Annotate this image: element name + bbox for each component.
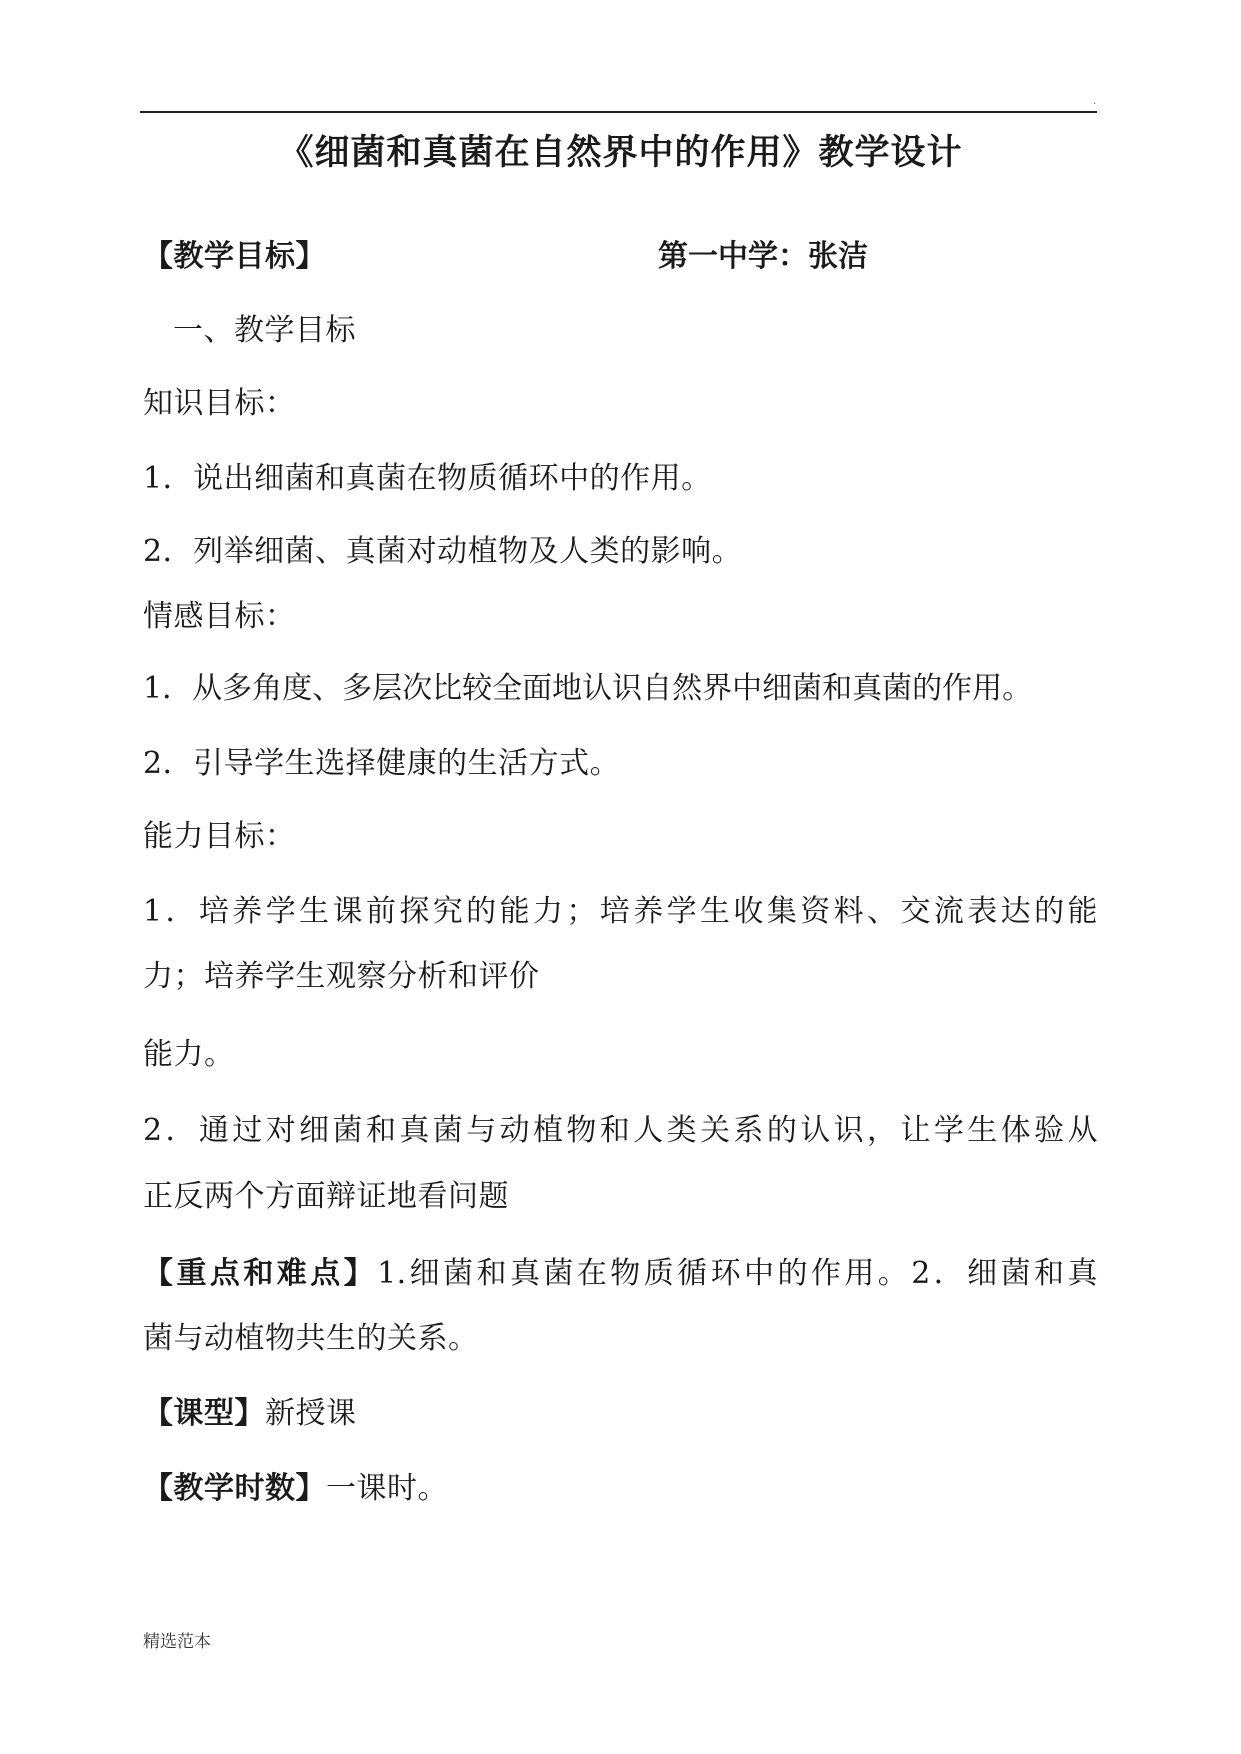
- lesson-type-line: [143, 1395, 1098, 1433]
- emotion-item-1: 1．从多角度、多层次比较全面地认识自然界中细菌和真菌的作用。: [143, 671, 1033, 706]
- ability-label: 能力目标：: [143, 819, 296, 854]
- key-points-line-1: [143, 1255, 1098, 1293]
- ability-item-1-line-2: 力；培养学生观察分析和评价: [143, 959, 540, 994]
- ability-item-2-line-2: 正反两个方面辩证地看问题: [143, 1179, 509, 1214]
- document-title: 《细菌和真菌在自然界中的作用》教学设计: [278, 133, 963, 173]
- knowledge-label: 知识目标：: [143, 386, 296, 421]
- objectives-heading: 【教学目标】: [143, 239, 326, 274]
- header-corner-mark: .: [1093, 96, 1097, 107]
- header-rule: [140, 111, 1097, 113]
- knowledge-item-1: 1．说出细菌和真菌在物质循环中的作用。: [143, 461, 712, 496]
- lesson-type-label: 【课型】: [143, 1396, 265, 1431]
- knowledge-item-2: 2．列举细菌、真菌对动植物及人类的影响。: [143, 534, 743, 569]
- page-footer: 精选范本: [143, 1632, 211, 1652]
- lesson-type-value: 新授课: [265, 1396, 357, 1431]
- ability-item-1-line-1: 1．培养学生课前探究的能力；培养学生收集资料、交流表达的能: [143, 894, 1098, 929]
- lesson-hours-value: 一课时。: [326, 1471, 448, 1506]
- ability-item-1-line-3: 能力。: [143, 1037, 235, 1072]
- lesson-hours-line: [143, 1470, 1098, 1508]
- emotion-item-2: 2．引导学生选择健康的生活方式。: [143, 746, 621, 781]
- emotion-label: 情感目标：: [143, 599, 296, 634]
- section-heading-1: 一、教学目标: [173, 313, 356, 348]
- key-points-line-2: 菌与动植物共生的关系。: [143, 1321, 479, 1356]
- lesson-hours-label: 【教学时数】: [143, 1471, 326, 1506]
- key-points-text-1: 1.细菌和真菌在物质循环中的作用。2．细菌和真: [377, 1256, 1098, 1291]
- ability-item-2-line-1: 2．通过对细菌和真菌与动植物和人类关系的认识，让学生体验从: [143, 1113, 1098, 1148]
- author-line: 第一中学：张洁: [658, 239, 868, 274]
- key-points-label: 【重点和难点】: [143, 1256, 378, 1291]
